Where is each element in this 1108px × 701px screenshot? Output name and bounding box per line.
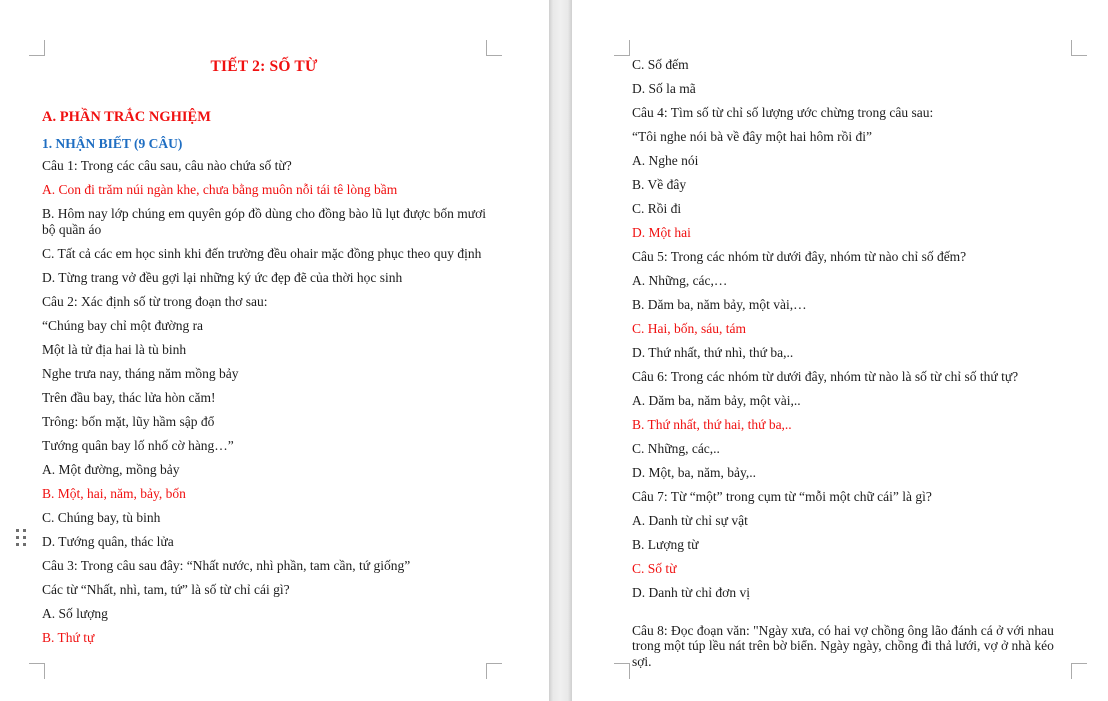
- crop-mark-right-page-bottom-left: [614, 663, 630, 679]
- poem-line: Tướng quân bay lố nhố cờ hàng…”: [42, 437, 234, 453]
- question: Câu 5: Trong các nhóm từ dưới đây, nhóm từ nào chỉ số đếm?: [632, 249, 967, 264]
- question: Câu 2: Xác định số từ trong đoạn thơ sau:: [42, 293, 268, 309]
- crop-mark-left-page-bottom-right: [486, 663, 502, 679]
- answer-option: D. Thứ nhất, thứ nhì, thứ ba,..: [632, 345, 794, 360]
- answer-option-correct: B. Một, hai, năm, bảy, bốn: [42, 485, 186, 501]
- answer-option: A. Danh từ chỉ sự vật: [632, 513, 748, 528]
- answer-option-correct: D. Một hai: [632, 225, 691, 240]
- question: Câu 4: Tìm số từ chỉ số lượng ước chừng trong câu sau:: [632, 105, 934, 120]
- answer-option: D. Danh từ chỉ đơn vị: [632, 585, 750, 600]
- right-page-body: [632, 57, 1074, 669]
- answer-option: C. Tất cả các em học sinh khi đến trường đều ohair mặc đồng phục theo quy định: [42, 245, 482, 261]
- crop-mark-right-page-top-right: [1071, 40, 1087, 56]
- answer-option: C. Chúng bay, tù binh: [42, 509, 161, 525]
- poem-line: Nghe trưa nay, tháng năm mồng bảy: [42, 365, 239, 381]
- answer-option: B. Hôm nay lớp chúng em quyên góp đồ dùng cho đồng bào lũ lụt được bốn mươi bộ quần áo: [42, 206, 487, 237]
- question: Câu 1: Trong các câu sau, câu nào chứa số từ?: [42, 158, 292, 173]
- poem-line: Trông: bốn mặt, lũy hầm sập đổ: [42, 413, 215, 429]
- answer-option: C. Rồi đi: [632, 201, 682, 216]
- sub-heading: 1. NHẬN BIẾT (9 CÂU): [42, 136, 183, 151]
- answer-option: D. Từng trang vở đều gợi lại những ký ức đẹp đẽ của thời học sinh: [42, 269, 403, 285]
- answer-option: B. Về đây: [632, 177, 687, 192]
- crop-mark-left-page-top-left: [29, 40, 45, 56]
- crop-mark-left-page-top-right: [486, 40, 502, 56]
- answer-option-correct: A. Con đi trăm núi ngàn khe, chưa bằng muôn nỗi tái tê lòng bầm: [42, 182, 398, 197]
- answer-option-correct: B. Thứ nhất, thứ hai, thứ ba,..: [632, 417, 792, 432]
- question: Câu 8: Đọc đoạn văn: "Ngày xưa, có hai vợ chồng ông lão đánh cá ở với nhau trong một túp lều nát trên bờ biển. Ngày ngày, chồng đi thả lưới, vợ ở nhà kéo sợi.: [632, 622, 1054, 669]
- answer-option-correct: B. Thứ tự: [42, 629, 95, 645]
- answer-option-correct: C. Số từ: [632, 561, 677, 576]
- answer-option: A. Một đường, mồng bảy: [42, 461, 180, 477]
- question: Câu 7: Từ “một” trong cụm từ “mỗi một chữ cái” là gì?: [632, 489, 932, 504]
- drag-handle-icon[interactable]: [16, 529, 26, 546]
- document-title: TIẾT 2: SỐ TỪ: [210, 58, 318, 75]
- section-heading: A. PHẦN TRẮC NGHIỆM: [42, 109, 211, 125]
- answer-option-correct: C. Hai, bốn, sáu, tám: [632, 321, 746, 336]
- poem-line: “Chúng bay chỉ một đường ra: [42, 317, 204, 333]
- question: Câu 3: Trong câu sau đây: “Nhất nước, nhì phần, tam cần, tứ giống”: [42, 557, 411, 573]
- answer-option: A. Nghe nói: [632, 153, 699, 168]
- page-left: [42, 58, 486, 654]
- answer-option: D. Số la mã: [632, 81, 696, 96]
- crop-mark-left-page-bottom-left: [29, 663, 45, 679]
- question: Câu 6: Trong các nhóm từ dưới đây, nhóm từ nào là số từ chỉ số thứ tự?: [632, 369, 1019, 384]
- left-page-body: [42, 158, 486, 645]
- question: Các từ “Nhất, nhì, tam, tứ” là số từ chỉ cái gì?: [42, 581, 290, 597]
- quote-line: “Tôi nghe nói bà về đây một hai hôm rồi đi”: [632, 129, 872, 144]
- answer-option: C. Những, các,..: [632, 441, 720, 456]
- answer-option: A. Số lượng: [42, 605, 108, 621]
- page-gutter: [549, 0, 572, 701]
- answer-option: A. Những, các,…: [632, 273, 728, 288]
- poem-line: Trên đầu bay, thác lửa hòn căm!: [42, 389, 216, 405]
- answer-option: D. Một, ba, năm, bảy,..: [632, 465, 756, 480]
- answer-option: B. Dăm ba, năm bảy, một vài,…: [632, 297, 807, 312]
- crop-mark-right-page-top-left: [614, 40, 630, 56]
- poem-line: Một là tử địa hai là tù binh: [42, 341, 187, 357]
- page-right: [632, 57, 1074, 678]
- answer-option: D. Tướng quân, thác lửa: [42, 533, 174, 549]
- answer-option: A. Dăm ba, năm bảy, một vài,..: [632, 393, 801, 408]
- answer-option: C. Số đếm: [632, 57, 689, 72]
- answer-option: B. Lượng từ: [632, 537, 699, 552]
